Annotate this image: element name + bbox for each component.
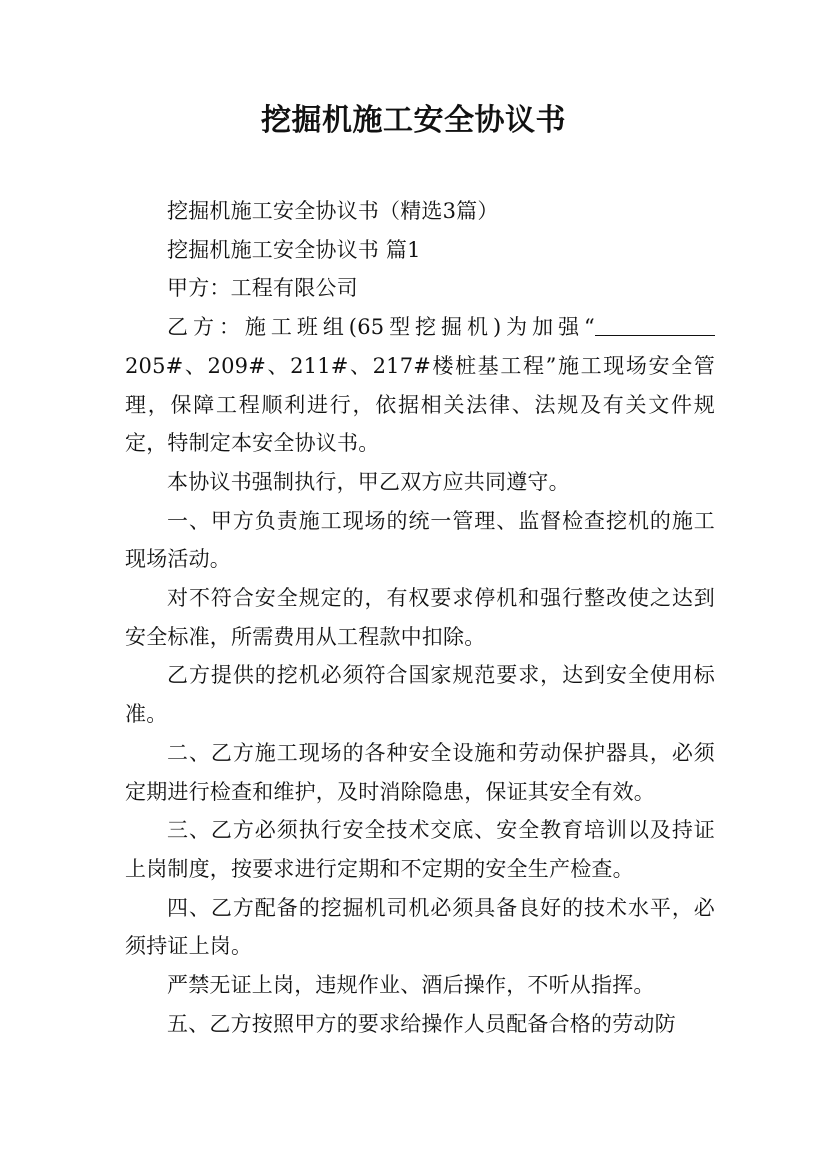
paragraph-clause-4-prohibitions: 严禁无证上岗，违规作业、酒后操作，不听从指挥。 [167, 973, 655, 998]
paragraph-subtitle: 挖掘机施工安全协议书（精选3篇） [167, 199, 499, 223]
paragraph-clause-4: 四、乙方配备的挖掘机司机必须具备良好的技术水平，必须持证上岗。 [125, 895, 715, 959]
document-title: 挖掘机施工安全协议书 [261, 103, 566, 138]
paragraph-party-a: 甲方：工程有限公司 [167, 276, 358, 301]
document-body [125, 192, 715, 1043]
paragraph-party-b [125, 308, 715, 463]
paragraph-clause-3: 三、乙方必须执行安全技术交底、安全教育培训以及持证上岗制度，按要求进行定期和不定期的安全生产检查。 [125, 818, 715, 881]
fill-in-blank [595, 312, 715, 336]
paragraph-clause-1: 一、甲方负责施工现场的统一管理、监督检查挖机的施工现场活动。 [125, 508, 715, 572]
paragraph-section-heading: 挖掘机施工安全协议书 篇1 [167, 237, 421, 262]
party-b-continuation: 205#、209#、211#、217#楼桩基工程”施工现场安全管理，保障工程顺利进行，依据相关法律、法规及有关文件规定，特制定本安全协议书。 [125, 353, 715, 456]
paragraph-clause-1-non-compliance: 对不符合安全规定的，有权要求停机和强行整改使之达到安全标准，所需费用从工程款中扣除。 [125, 586, 715, 649]
paragraph-clause-2: 二、乙方施工现场的各种安全设施和劳动保护器具，必须定期进行检查和维护，及时消除隐患，保证其安全有效。 [125, 740, 715, 804]
paragraph-clause-1-equipment: 乙方提供的挖机必须符合国家规范要求，达到安全使用标准。 [125, 663, 715, 727]
party-b-text: 乙方：施工班组(65型挖掘机)为加强“ [167, 315, 595, 340]
paragraph-mandatory: 本协议书强制执行，甲乙双方应共同遵守。 [167, 469, 570, 494]
paragraph-clause-5: 五、乙方按照甲方的要求给操作人员配备合格的劳动防 [167, 1011, 676, 1036]
